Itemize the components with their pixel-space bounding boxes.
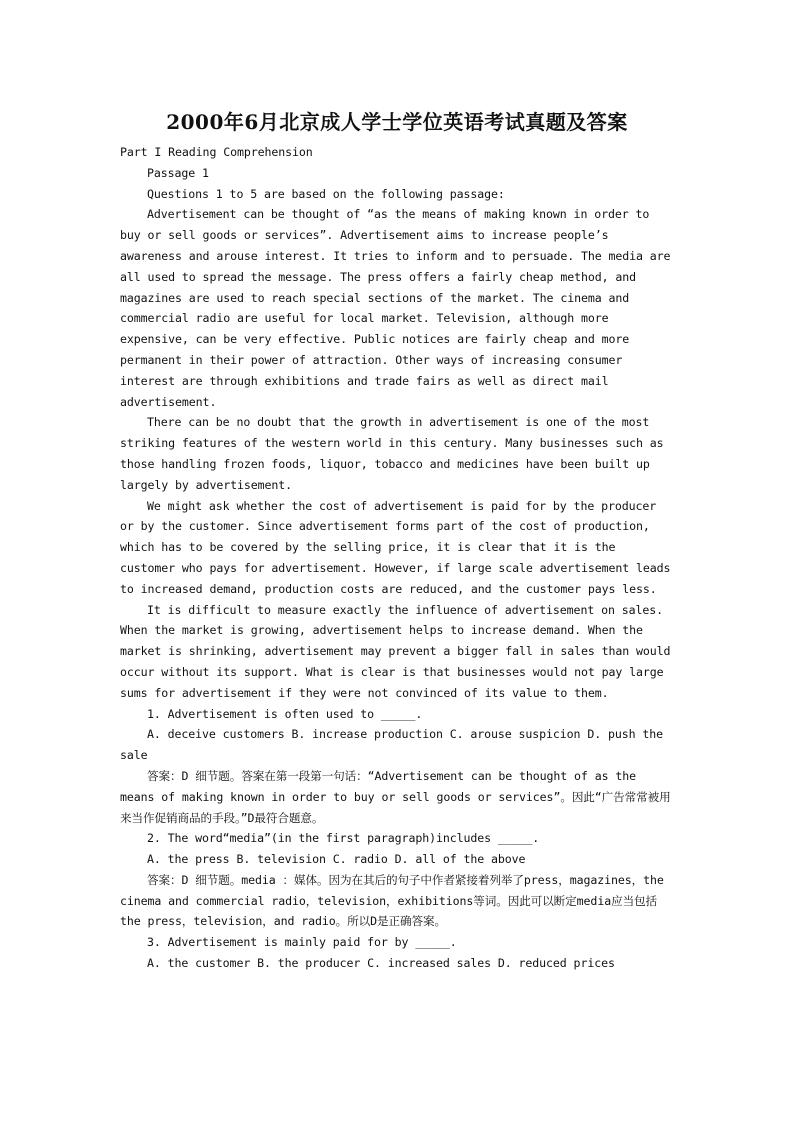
question-1-stem: 1. Advertisement is often used to _____.: [147, 706, 423, 721]
document-body: [120, 142, 676, 974]
section-heading: Part I Reading Comprehension: [120, 145, 313, 159]
paragraph-4: It is difficult to measure exactly the influence of advertisement on sales. When the market is growing, advertisement helps to increase demand. When the market is shrinking, advertisement may prevent a bigger fall in sales than would occur without its support. What is clear is that businesses would not pay large sums for advertisement if they were not convinced of its value to them.: [120, 602, 671, 700]
instructions: Questions 1 to 5 are based on the following passage:: [147, 186, 505, 201]
question-1-answer: 答案：D 细节题。答案在第一段第一句话：“Advertisement can be thought of as the means of making known in order to buy or sell goods or services”。因此“广告常常被用来当作促销商品的手段。”D最符合题意。: [120, 768, 671, 825]
passage-label: Passage 1: [147, 165, 209, 180]
question-2-answer: 答案：D 细节题。media ：媒体。因为在其后的句子中作者紧接着列举了press，magazines，the cinema and commercial radio，television，exhibitions等词。因此可以断定media应当包括the press，television，and radio。所以D是正确答案。: [120, 872, 664, 929]
question-1-options: A. deceive customers B. increase production C. arouse suspicion D. push the sale: [120, 727, 664, 763]
paragraph-2: There can be no doubt that the growth in advertisement is one of the most striking features of the western world in this century. Many businesses such as those handling frozen foods, liquor, tobacco and medicines have been built up largely by advertisement.: [120, 415, 664, 492]
document-title: 2000年6月北京成人学士学位英语考试真题及答案: [166, 110, 628, 134]
paragraph-3: We might ask whether the cost of advertisement is paid for by the producer or by the customer. Since advertisement forms part of the cost of production, which has to be covered by the selling price, it is clear that it is the customer who pays for advertisement. However, if large scale advertisement leads to increased demand, production costs are reduced, and the customer pays less.: [120, 498, 671, 596]
paragraph-1: Advertisement can be thought of “as the means of making known in order to buy or sell goods or services”. Advertisement aims to increase people’s awareness and arouse interest. It tries to inform and to persuade. The media are all used to spread the message. The press offers a fairly cheap method, and magazines are used to reach special sections of the market. The cinema and commercial radio are useful for local market. Television, although more expensive, can be very effective. Public notices are fairly cheap and more permanent in their power of attraction. Other ways of increasing consumer interest are through exhibitions and trade fairs as well as direct mail advertisement.: [120, 207, 671, 409]
question-2-options: A. the press B. television C. radio D. all of the above: [147, 852, 526, 867]
question-3-stem: 3. Advertisement is mainly paid for by _____.: [147, 935, 457, 950]
question-2-stem: 2. The word“media”(in the first paragraph)includes _____.: [147, 831, 540, 846]
question-3-options: A. the customer B. the producer C. increased sales D. reduced prices: [147, 956, 615, 971]
